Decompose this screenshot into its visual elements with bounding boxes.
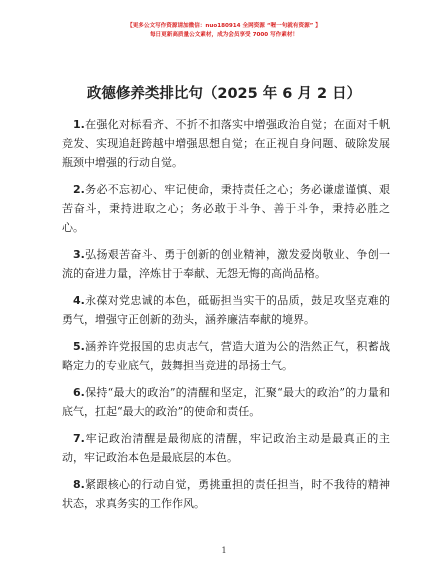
- paragraph-text: 保持“最大的政治”的清醒和坚定，汇聚“最大的政治”的力量和底气，扛起“最大的政治”的使命和责任。: [62, 386, 390, 418]
- paragraph-text: 牢记政治清醒是最彻底的清醒，牢记政治主动是最真正的主动，牢记政治本色是最底层的本色。: [62, 432, 390, 464]
- paragraph-text: 涵养许党报国的忠贞志气，营造大道为公的浩然正气，积蓄战略定力的专业底气，鼓舞担当竞进的昂扬士气。: [62, 340, 390, 372]
- paragraph-number: 8.: [73, 478, 85, 491]
- paragraph-5: [62, 337, 390, 375]
- paragraph-2: [62, 180, 390, 237]
- paragraph-text: 在强化对标看齐、不折不扣落实中增强政治自觉；在面对千帆竞发、实现追赶跨越中增强思想自觉；在正视自身问题、破除发展瓶颈中增强的行动自觉。: [62, 118, 390, 169]
- paragraph-number: 3.: [73, 248, 85, 261]
- paragraph-3: [62, 245, 390, 283]
- document-body: [62, 115, 390, 521]
- promo-header-line1: 【更多公文写作资源请加微信：nuo180914 全网资源 “喔一句就有资源” 】: [127, 23, 321, 29]
- promo-header: [0, 22, 448, 40]
- paragraph-1: [62, 115, 390, 172]
- paragraph-8: [62, 475, 390, 513]
- paragraph-number: 7.: [73, 432, 85, 445]
- paragraph-text: 紧跟核心的行动自觉，勇挑重担的责任担当，时不我待的精神状态，求真务实的工作作风。: [62, 478, 390, 510]
- promo-header-line2: 每日更新高质量公文素材，成为会员享受 7000 写作素材！: [149, 32, 299, 38]
- paragraph-7: [62, 429, 390, 467]
- paragraph-number: 5.: [73, 340, 85, 353]
- document-title: 政德修养类排比句（2025 年 6 月 2 日）: [86, 86, 362, 102]
- paragraph-text: 务必不忘初心、牢记使命，秉持责任之心；务必谦虚谨慎、艰苦奋斗，秉持进取之心；务必敢于斗争、善于斗争，秉持必胜之心。: [62, 183, 390, 234]
- page-number: 1: [221, 546, 227, 555]
- paragraph-6: [62, 383, 390, 421]
- paragraph-number: 4.: [73, 294, 85, 307]
- paragraph-4: [62, 291, 390, 329]
- paragraph-number: 1.: [73, 118, 85, 131]
- paragraph-number: 2.: [73, 183, 85, 196]
- paragraph-text: 弘扬艰苦奋斗、勇于创新的创业精神，激发爱岗敬业、争创一流的奋进力量，淬炼甘于奉献、无怨无悔的高尚品格。: [62, 248, 390, 280]
- paragraph-text: 永葆对党忠诚的本色，砥砺担当实干的品质，鼓足攻坚克难的勇气，增强守正创新的劲头，涵养廉洁奉献的境界。: [62, 294, 390, 326]
- paragraph-number: 6.: [73, 386, 85, 399]
